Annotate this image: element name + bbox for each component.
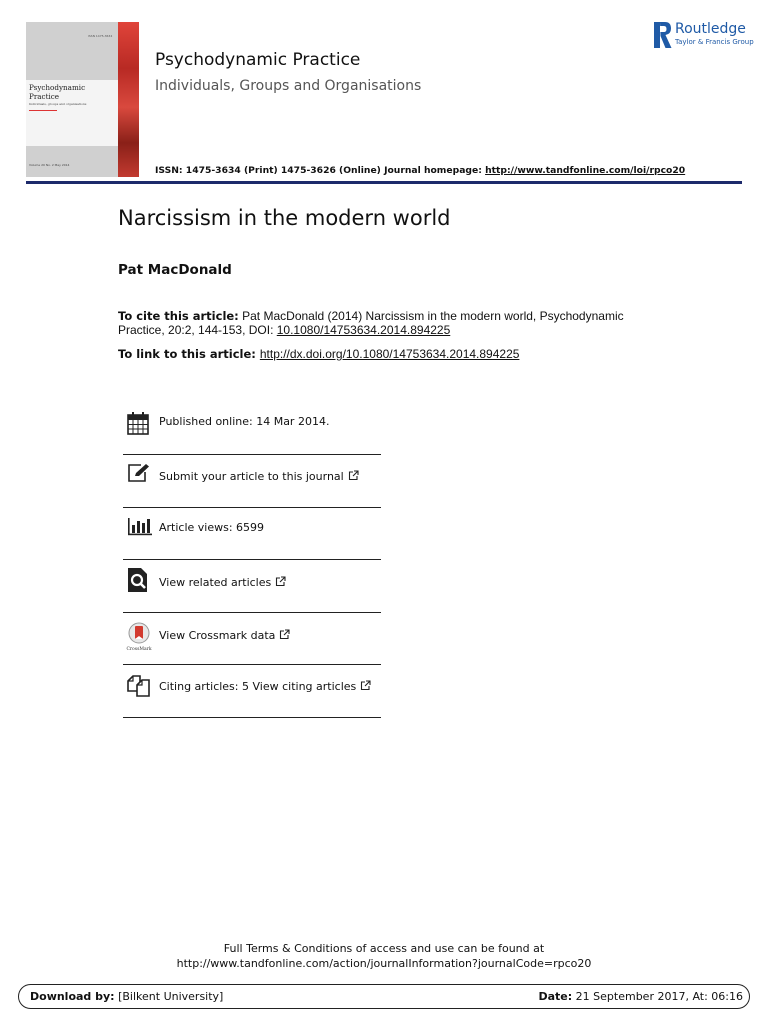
- row-divider: [123, 664, 381, 665]
- info-row-text: Article views: 6599: [159, 521, 265, 534]
- row-divider: [123, 559, 381, 560]
- crossmark-caption: CrossMark: [126, 647, 152, 652]
- search-document-icon: [127, 567, 149, 593]
- info-row-text[interactable]: [159, 629, 290, 642]
- journal-cover-image: [26, 22, 139, 177]
- info-row-submit[interactable]: [123, 462, 381, 494]
- info-row-citing[interactable]: [123, 671, 381, 703]
- crossmark-link[interactable]: View Crossmark data: [159, 629, 276, 642]
- download-info: [30, 990, 223, 1003]
- date-label: Date:: [538, 990, 573, 1003]
- cite-text: Pat MacDonald (2014) Narcissism in the modern world, Psychodynamic Practice, 20:2, 144-153, DOI:: [118, 309, 624, 337]
- header-rule: [26, 181, 742, 184]
- cover-issn: ISSN 1475-3634: [88, 34, 113, 38]
- cover-title: [29, 83, 85, 101]
- info-row-crossmark[interactable]: [123, 619, 381, 651]
- issn-line: [155, 165, 685, 176]
- doi-link[interactable]: 10.1080/14753634.2014.894225: [276, 323, 451, 337]
- citing-articles-link[interactable]: Citing articles: 5 View citing articles: [159, 680, 357, 693]
- info-row-text[interactable]: [159, 470, 359, 483]
- calendar-icon: [127, 411, 149, 435]
- link-block: [118, 347, 519, 361]
- publisher-name: Routledge: [675, 21, 746, 37]
- info-row-views: [123, 514, 381, 546]
- edit-icon: [127, 463, 151, 483]
- date-value: 21 September 2017, At: 06:16: [572, 990, 743, 1003]
- row-divider: [123, 612, 381, 613]
- download-label: Download by:: [30, 990, 115, 1003]
- download-date: [539, 990, 744, 1003]
- cover-red-line: [29, 110, 57, 111]
- terms-line1: Full Terms & Conditions of access and use can be found at: [223, 942, 545, 955]
- article-url-link[interactable]: http://dx.doi.org/10.1080/14753634.2014.894225: [259, 347, 520, 361]
- info-row-text: Published online: 14 Mar 2014.: [159, 415, 330, 428]
- crossmark-icon: [126, 622, 152, 650]
- external-link-icon: [348, 470, 359, 481]
- routledge-logo-icon: [654, 22, 672, 48]
- citing-icon: [127, 674, 151, 698]
- article-title: Narcissism in the modern world: [118, 206, 451, 230]
- article-author: Pat MacDonald: [118, 262, 232, 278]
- info-row-text[interactable]: [159, 680, 371, 693]
- publisher-sub: Taylor & Francis Group: [675, 38, 754, 46]
- cover-title-line1: Psychodynamic: [29, 83, 86, 92]
- crossmark-badge-icon: [126, 622, 152, 644]
- external-link-icon: [275, 576, 286, 587]
- cover-subtitle: Individuals, groups and organisations: [29, 102, 87, 106]
- issn-text: ISSN: 1475-3634 (Print) 1475-3626 (Online) Journal homepage:: [155, 165, 486, 176]
- cover-issue-info: Volume 20 No. 2 May 2014: [29, 163, 70, 167]
- related-articles-link[interactable]: View related articles: [159, 576, 272, 589]
- row-divider: [123, 454, 381, 455]
- download-value: [Bilkent University]: [114, 990, 224, 1003]
- submit-article-link[interactable]: Submit your article to this journal: [159, 470, 344, 483]
- link-label: To link to this article:: [118, 347, 256, 361]
- info-row-published: [123, 408, 381, 440]
- citation-block: [118, 309, 658, 337]
- external-link-icon: [279, 629, 290, 640]
- info-row-text[interactable]: [159, 576, 286, 589]
- info-row-related[interactable]: [123, 566, 381, 598]
- row-divider: [123, 717, 381, 718]
- journal-title: Psychodynamic Practice: [155, 50, 361, 70]
- bar-chart-icon: [127, 516, 153, 536]
- journal-homepage-link[interactable]: http://www.tandfonline.com/loi/rpco20: [485, 165, 686, 176]
- cover-art-strip: [118, 22, 139, 177]
- cite-label: To cite this article:: [118, 309, 239, 323]
- journal-subtitle: Individuals, Groups and Organisations: [155, 78, 422, 94]
- cover-title-line2: Practice: [29, 92, 60, 101]
- row-divider: [123, 507, 381, 508]
- external-link-icon: [360, 680, 371, 691]
- terms-url-link[interactable]: http://www.tandfonline.com/action/journalInformation?journalCode=rpco20: [176, 957, 592, 970]
